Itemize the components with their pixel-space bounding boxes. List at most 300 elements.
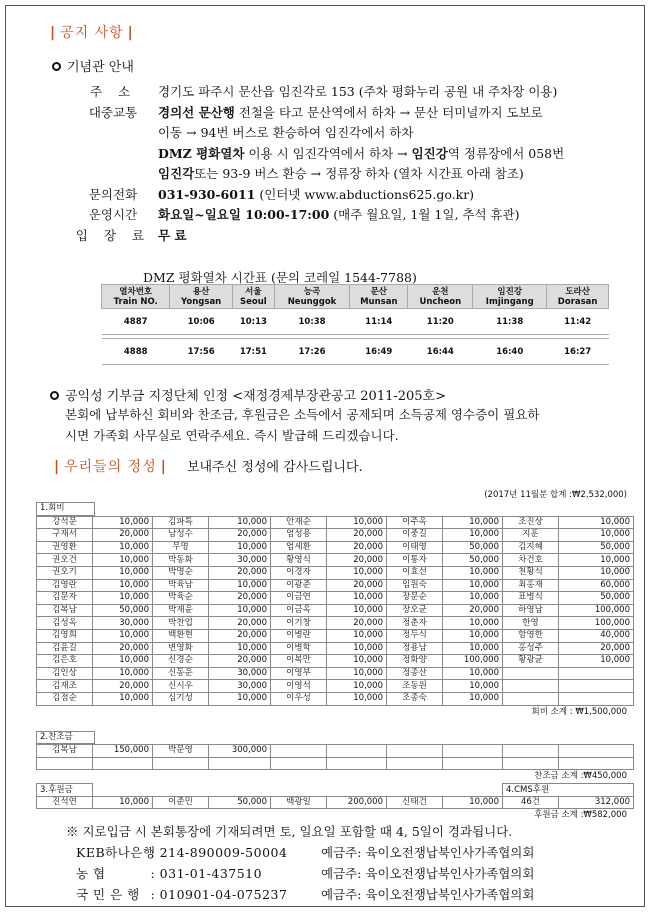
donation-amount: 10,000 [443, 680, 503, 693]
donation-amount: 150,000 [93, 745, 153, 758]
bank-account [66, 884, 534, 905]
donation-amount: 20,000 [209, 566, 271, 579]
donation-text [65, 404, 640, 446]
donation-amount: 100,000 [443, 655, 503, 668]
info-value [158, 82, 628, 103]
donor-name: 최홍재 [503, 579, 559, 592]
ledger-row [37, 642, 634, 655]
donation-amount: 10,000 [93, 592, 153, 605]
donation-amount: 20,000 [327, 529, 387, 542]
donation-amount: 50,000 [93, 604, 153, 617]
footer [66, 821, 534, 905]
donor-name: 박명순 [153, 566, 209, 579]
donor-name: 46건 [503, 796, 559, 809]
donor-name: 조진상 [503, 516, 559, 529]
account-number: : 031-01-437510 [146, 866, 263, 881]
donor-name [503, 757, 559, 770]
dmz-cell: 17:56 [170, 339, 232, 365]
support-subtotal: 찬조금 소계 :₩450,000 [534, 771, 627, 782]
donation-amount: 50,000 [443, 554, 503, 567]
dmz-cell: 11:20 [408, 309, 473, 335]
donor-name: 김영란 [37, 579, 93, 592]
account-number: : 214-890009-50004 [146, 845, 288, 860]
donor-name: 백광일 [271, 796, 327, 809]
donation-heading [50, 385, 446, 404]
notice-title: | 공지 사항 | [50, 25, 134, 41]
donor-name: 신시우 [153, 680, 209, 693]
donation-amount: 10,000 [93, 516, 153, 529]
donation-amount: 10,000 [559, 566, 634, 579]
info-value-text: (매주 월요일, 1월 1일, 추석 휴관) [329, 207, 520, 222]
ledger-section-label: 1.회비 [37, 503, 95, 516]
info-row [68, 82, 628, 103]
info-label [68, 164, 158, 185]
ledger-row [37, 592, 634, 605]
donation-amount: 10,000 [209, 642, 271, 655]
donation-amount: 10,000 [327, 566, 387, 579]
donation-amount: 10,000 [93, 692, 153, 705]
donor-name: 이기창 [271, 617, 327, 630]
donor-name: 차건호 [503, 554, 559, 567]
donor-name: 김문자 [37, 592, 93, 605]
donor-name: 박동화 [153, 554, 209, 567]
donor-name: 남성수 [153, 529, 209, 542]
donor-name: 김복남 [37, 745, 93, 758]
donation-amount: 10,000 [559, 655, 634, 668]
donor-name: 정용남 [387, 642, 443, 655]
bank-account [66, 842, 534, 863]
donor-name: 박찬업 [153, 617, 209, 630]
info-label [68, 144, 158, 165]
dmz-row [102, 339, 609, 365]
donation-amount: 10,000 [93, 796, 153, 809]
memorial-heading [52, 56, 134, 75]
dmz-header-cell: 운천 Uncheon [408, 285, 473, 309]
donation-amount: 10,000 [327, 692, 387, 705]
ledger-row [37, 655, 634, 668]
info-value-text: (인터넷 www.abductions625.go.kr) [255, 186, 475, 202]
donation-amount: 10,000 [93, 667, 153, 680]
ledger-row [37, 680, 634, 693]
donation-amount [327, 745, 387, 758]
donation-amount [559, 692, 634, 705]
donation-amount: 10,000 [559, 554, 634, 567]
donor-name: 안재순 [271, 516, 327, 529]
donation-amount: 20,000 [93, 680, 153, 693]
notice-title-text: 공지 사항 [60, 25, 124, 41]
donation-amount [209, 757, 271, 770]
info-row [68, 226, 628, 247]
donation-amount: 10,000 [443, 566, 503, 579]
contrib-title: 우리들의 정성 [64, 459, 157, 475]
ledger-row [37, 692, 634, 705]
donor-name: 황영식 [271, 554, 327, 567]
info-value [158, 103, 628, 124]
donor-name: 신경순 [153, 655, 209, 668]
dues-table [36, 516, 634, 706]
donor-name: 한영 [503, 617, 559, 630]
donor-name: 김재조 [37, 680, 93, 693]
donor-name: 이병학 [271, 642, 327, 655]
donation-amount: 20,000 [327, 554, 387, 567]
donation-amount: 10,000 [93, 629, 153, 642]
ledger-row [37, 604, 634, 617]
donation-amount: 20,000 [327, 541, 387, 554]
donor-name: 표병식 [503, 592, 559, 605]
donation-amount: 10,000 [327, 592, 387, 605]
donation-amount: 10,000 [93, 655, 153, 668]
donation-amount: 10,000 [559, 529, 634, 542]
donor-name: 김영희 [37, 629, 93, 642]
info-value [158, 205, 628, 226]
donation-amount: 10,000 [327, 629, 387, 642]
info-label: 입 장 료 [75, 227, 151, 243]
memorial-info [68, 82, 628, 246]
donation-amount [559, 667, 634, 680]
donor-name: 김인상 [37, 667, 93, 680]
donation-amount: 20,000 [327, 579, 387, 592]
ledger-row [37, 554, 634, 567]
bank-name: 농 협 [76, 866, 106, 881]
bank-name: 국 민 은 행 [76, 887, 140, 902]
donor-name [271, 745, 327, 758]
info-value [158, 123, 628, 144]
donation-amount: 10,000 [209, 604, 271, 617]
info-value-text: 역 정류장에서 058번 [447, 145, 565, 161]
donor-name: 권오기 [37, 566, 93, 579]
contrib-header: | 우리들의 정성 | 보내주신 정성에 감사드립니다. [54, 459, 363, 475]
donor-name: 이영부 [271, 667, 327, 680]
donation-amount: 50,000 [209, 796, 271, 809]
dmz-timetable [101, 284, 609, 365]
dmz-cell: 11:42 [547, 309, 609, 335]
donor-name: 임원숙 [387, 579, 443, 592]
donor-name: 이준민 [153, 796, 209, 809]
info-row [68, 103, 628, 124]
donation-amount [559, 680, 634, 693]
donation-amount: 10,000 [209, 516, 271, 529]
donation-amount: 30,000 [209, 680, 271, 693]
donation-amount: 100,000 [559, 617, 634, 630]
donor-name: 엄세환 [271, 541, 327, 554]
dmz-header-cell: 임진강 Imjingang [473, 285, 547, 309]
donor-name: 이영석 [271, 680, 327, 693]
donation-amount: 10,000 [443, 796, 503, 809]
donation-amount: 20,000 [443, 604, 503, 617]
donation-amount: 20,000 [93, 529, 153, 542]
info-value-text: 경기도 파주시 문산읍 임진각로 153 (주차 평화누리 공원 내 주차장 이용) [158, 84, 558, 99]
donor-name: 천황식 [503, 566, 559, 579]
ledger-row [37, 796, 634, 809]
donor-name: 이중길 [387, 529, 443, 542]
donation-heading-text: 공익성 기부금 지정단체 인정 <재정경제부장관공고 2011-205호> [65, 389, 447, 404]
donation-amount: 10,000 [209, 541, 271, 554]
donor-name: 이경자 [271, 566, 327, 579]
donor-name: 정화양 [387, 655, 443, 668]
donation-amount: 50,000 [443, 541, 503, 554]
donor-name: 이주옥 [387, 516, 443, 529]
info-value-bold: 031-930-6011 [158, 186, 256, 202]
donor-name: 이우성 [271, 692, 327, 705]
ledger-row [37, 757, 634, 770]
dmz-cell: 10:13 [232, 309, 274, 335]
dmz-cell: 17:26 [274, 339, 349, 365]
info-row [68, 205, 628, 226]
donor-name [503, 692, 559, 705]
dmz-header-cell: 서울 Seoul [232, 285, 274, 309]
info-value [158, 185, 628, 206]
ledger-row [37, 629, 634, 642]
donor-name [503, 680, 559, 693]
memorial-heading-text: 기념관 안내 [67, 60, 134, 75]
ledger-row [37, 667, 634, 680]
dmz-cell: 16:49 [350, 339, 408, 365]
donor-name: 김은호 [37, 655, 93, 668]
donor-name: 이복만 [271, 655, 327, 668]
dmz-header-cell: 도라산 Dorasan [547, 285, 609, 309]
donor-name [387, 757, 443, 770]
donor-name: 정두식 [387, 629, 443, 642]
dmz-title: DMZ 평화열차 시간표 (문의 코레일 1544-7788) [143, 270, 417, 285]
donor-name: 무명 [153, 541, 209, 554]
donation-amount: 30,000 [93, 617, 153, 630]
dmz-header-cell: 능곡 Neunggok [274, 285, 349, 309]
bank-account [66, 863, 534, 884]
donation-amount: 50,000 [559, 592, 634, 605]
info-label [68, 123, 158, 144]
donation-amount: 10,000 [93, 554, 153, 567]
dmz-cell: 4887 [102, 309, 170, 335]
info-label: 대중교통 [88, 104, 138, 120]
donor-name: 장문순 [387, 592, 443, 605]
ledger-section-label: 3.후원금 [37, 784, 93, 797]
donor-name: 김성옥 [37, 617, 93, 630]
info-value-text: 정류장 하차 (열차 시간표 아래 참조) [325, 166, 524, 181]
donation-amount: 10,000 [327, 604, 387, 617]
donation-amount [559, 757, 634, 770]
donation-amount: 300,000 [209, 745, 271, 758]
donor-name: 황광균 [503, 655, 559, 668]
ledger-row [37, 516, 634, 529]
donor-name [503, 667, 559, 680]
dmz-header-row [102, 285, 609, 309]
donation-amount: 10,000 [443, 529, 503, 542]
donor-name: 박육순 [153, 592, 209, 605]
donor-name: 박육남 [153, 579, 209, 592]
donor-name: 백환현 [153, 629, 209, 642]
cms-label: 4.CMS후원 [503, 784, 634, 797]
donation-amount: 10,000 [559, 516, 634, 529]
dmz-cell: 11:14 [350, 309, 408, 335]
info-value-bold: DMZ 평화열차 [158, 145, 245, 161]
donor-name [271, 757, 327, 770]
donor-name: 박재윤 [153, 604, 209, 617]
donor-name: 김지혜 [503, 541, 559, 554]
donation-amount: 20,000 [209, 629, 271, 642]
donor-name: 박문영 [153, 745, 209, 758]
donor-name: 김점순 [37, 692, 93, 705]
ledger-row [37, 579, 634, 592]
donation-amount: 30,000 [209, 554, 271, 567]
donation-amount: 60,000 [559, 579, 634, 592]
info-label: 문의전화 [88, 186, 138, 202]
donation-amount: 20,000 [209, 529, 271, 542]
donation-amount: 10,000 [443, 667, 503, 680]
donor-name: 구재서 [37, 529, 93, 542]
info-value-bold: 임진강 [411, 145, 448, 161]
donor-name: 변영화 [153, 642, 209, 655]
account-holder: 예금주: 육이오전쟁납북인사가족협의회 [321, 887, 535, 902]
donation-line-1: 본회에 납부하신 회비와 찬조금, 후원금은 소득에서 공제되며 소득공제 영수증이 필요하 [65, 407, 540, 422]
info-value [158, 226, 628, 247]
info-value-text: 전철을 타고 문산역에서 하차 → 문산 터미널까지 도보로 [234, 104, 543, 120]
ledger-total: (2017년 11월분 합계 :₩2,532,000) [484, 490, 627, 500]
dmz-cell: 16:40 [473, 339, 547, 365]
info-row [68, 185, 628, 206]
donation-amount [443, 745, 503, 758]
donor-name: 지훈 [503, 529, 559, 542]
donation-amount: 10,000 [443, 579, 503, 592]
info-value-text: 또는 93-9 버스 환승 → [194, 166, 326, 181]
donation-amount: 10,000 [93, 579, 153, 592]
dmz-row [102, 309, 609, 335]
donor-name: 이금연 [271, 592, 327, 605]
donor-name: 권오건 [37, 554, 93, 567]
dmz-cell: 17:51 [232, 339, 274, 365]
donor-name: 정종산 [387, 667, 443, 680]
account-holder: 예금주: 육이오전쟁납북인사가족협의회 [321, 866, 535, 881]
donation-amount: 10,000 [443, 516, 503, 529]
info-value [158, 164, 628, 185]
info-row [68, 144, 628, 165]
donation-amount [559, 745, 634, 758]
donor-name: 이효선 [387, 566, 443, 579]
donation-amount: 20,000 [209, 617, 271, 630]
donation-amount [327, 757, 387, 770]
donation-amount: 20,000 [209, 655, 271, 668]
donor-name: 진석연 [37, 796, 93, 809]
dmz-cell: 16:27 [547, 339, 609, 365]
donor-name: 엄성용 [271, 529, 327, 542]
circle-bullet-icon [52, 62, 61, 71]
info-value-bold: 경의선 문산행 [158, 104, 235, 120]
donor-name: 권영환 [37, 541, 93, 554]
donor-name: 함영한 [503, 629, 559, 642]
ledger-section-label: 2.찬조금 [37, 731, 95, 744]
sponsor-subtotal: 후원금 소계 :₩582,000 [534, 810, 627, 821]
donor-name [37, 757, 93, 770]
donor-name [153, 757, 209, 770]
donor-name: 조동원 [387, 680, 443, 693]
info-label: 주 소 [89, 84, 137, 99]
donation-amount: 10,000 [209, 692, 271, 705]
donation-amount: 10,000 [443, 592, 503, 605]
donation-amount: 10,000 [327, 642, 387, 655]
donor-name: 김파특 [153, 516, 209, 529]
info-value-bold: 임진각 [158, 166, 195, 181]
dmz-header-cell: 용산 Yongsan [170, 285, 232, 309]
support-table [36, 744, 634, 770]
donation-amount: 200,000 [327, 796, 387, 809]
sponsor-table [36, 783, 634, 809]
donation-amount: 20,000 [93, 642, 153, 655]
info-value-text: 이동 → 94번 버스로 환승하여 임진각에서 하차 [158, 125, 414, 140]
ledger-row [37, 617, 634, 630]
donation-amount [443, 757, 503, 770]
info-row [68, 164, 628, 185]
dues-subtotal: 회비 소계 : ₩1,500,000 [531, 706, 627, 717]
donation-amount [93, 757, 153, 770]
donor-name [387, 745, 443, 758]
donation-amount: 10,000 [93, 566, 153, 579]
donation-amount: 10,000 [443, 692, 503, 705]
donor-name: 이병란 [271, 629, 327, 642]
giro-note: ※ 지로입금 시 본회통장에 기재되려면 토, 일요일 포함할 때 4, 5일이 경과됩니다. [66, 824, 513, 839]
donor-name: 장오균 [387, 604, 443, 617]
donation-amount: 20,000 [327, 617, 387, 630]
dmz-cell: 11:38 [473, 309, 547, 335]
donor-name: 김윤길 [37, 642, 93, 655]
info-value-bold: 화요일~일요일 10:00-17:00 [158, 207, 330, 222]
donation-amount: 10,000 [327, 680, 387, 693]
circle-bullet-icon [50, 391, 59, 400]
donor-name: 심기성 [153, 692, 209, 705]
donor-name: 신동운 [153, 667, 209, 680]
ledger-row [37, 745, 634, 758]
info-row [68, 123, 628, 144]
dmz-cell: 4888 [102, 339, 170, 365]
info-label: 운영시간 [88, 207, 138, 222]
dmz-cell: 10:06 [170, 309, 232, 335]
donor-name: 이태영 [387, 541, 443, 554]
donor-name: 하영남 [503, 604, 559, 617]
donor-name: 김복남 [37, 604, 93, 617]
donor-name [503, 745, 559, 758]
donor-name: 이금옥 [271, 604, 327, 617]
donor-name: 신태건 [387, 796, 443, 809]
info-value-bold: 무 료 [158, 227, 187, 243]
donation-amount: 10,000 [443, 629, 503, 642]
ledger-row [37, 541, 634, 554]
donation-line-2: 시면 가족회 사무실로 연락주세요. 즉시 발급해 드리겠습니다. [65, 428, 399, 443]
contrib-subtitle: 보내주신 정성에 감사드립니다. [187, 460, 363, 475]
donation-amount: 100,000 [559, 604, 634, 617]
donor-name: 조종숙 [387, 692, 443, 705]
dmz-header-cell: 문산 Munsan [350, 285, 408, 309]
donation-amount: 20,000 [209, 592, 271, 605]
donation-amount: 30,000 [209, 667, 271, 680]
account-holder: 예금주: 육이오전쟁납북인사가족협의회 [321, 845, 535, 860]
donor-name: 이통자 [387, 554, 443, 567]
donation-amount: 40,000 [559, 629, 634, 642]
info-value-text: 이용 시 임진각역에서 하차 → [244, 145, 412, 161]
bank-name: KEB하나은행 [76, 845, 156, 860]
donation-amount: 10,000 [93, 541, 153, 554]
account-number: : 010901-04-075237 [146, 887, 288, 902]
donation-amount: 50,000 [559, 541, 634, 554]
donation-amount: 10,000 [209, 579, 271, 592]
donation-amount: 10,000 [327, 516, 387, 529]
dmz-cell: 16:44 [408, 339, 473, 365]
donor-name: 이광준 [271, 579, 327, 592]
donation-amount: 312,000 [559, 796, 634, 809]
donor-name: 강석문 [37, 516, 93, 529]
donation-amount: 10,000 [443, 642, 503, 655]
info-value [158, 144, 628, 165]
ledger-row [37, 529, 634, 542]
donor-name: 정춘자 [387, 617, 443, 630]
donation-amount: 10,000 [443, 617, 503, 630]
